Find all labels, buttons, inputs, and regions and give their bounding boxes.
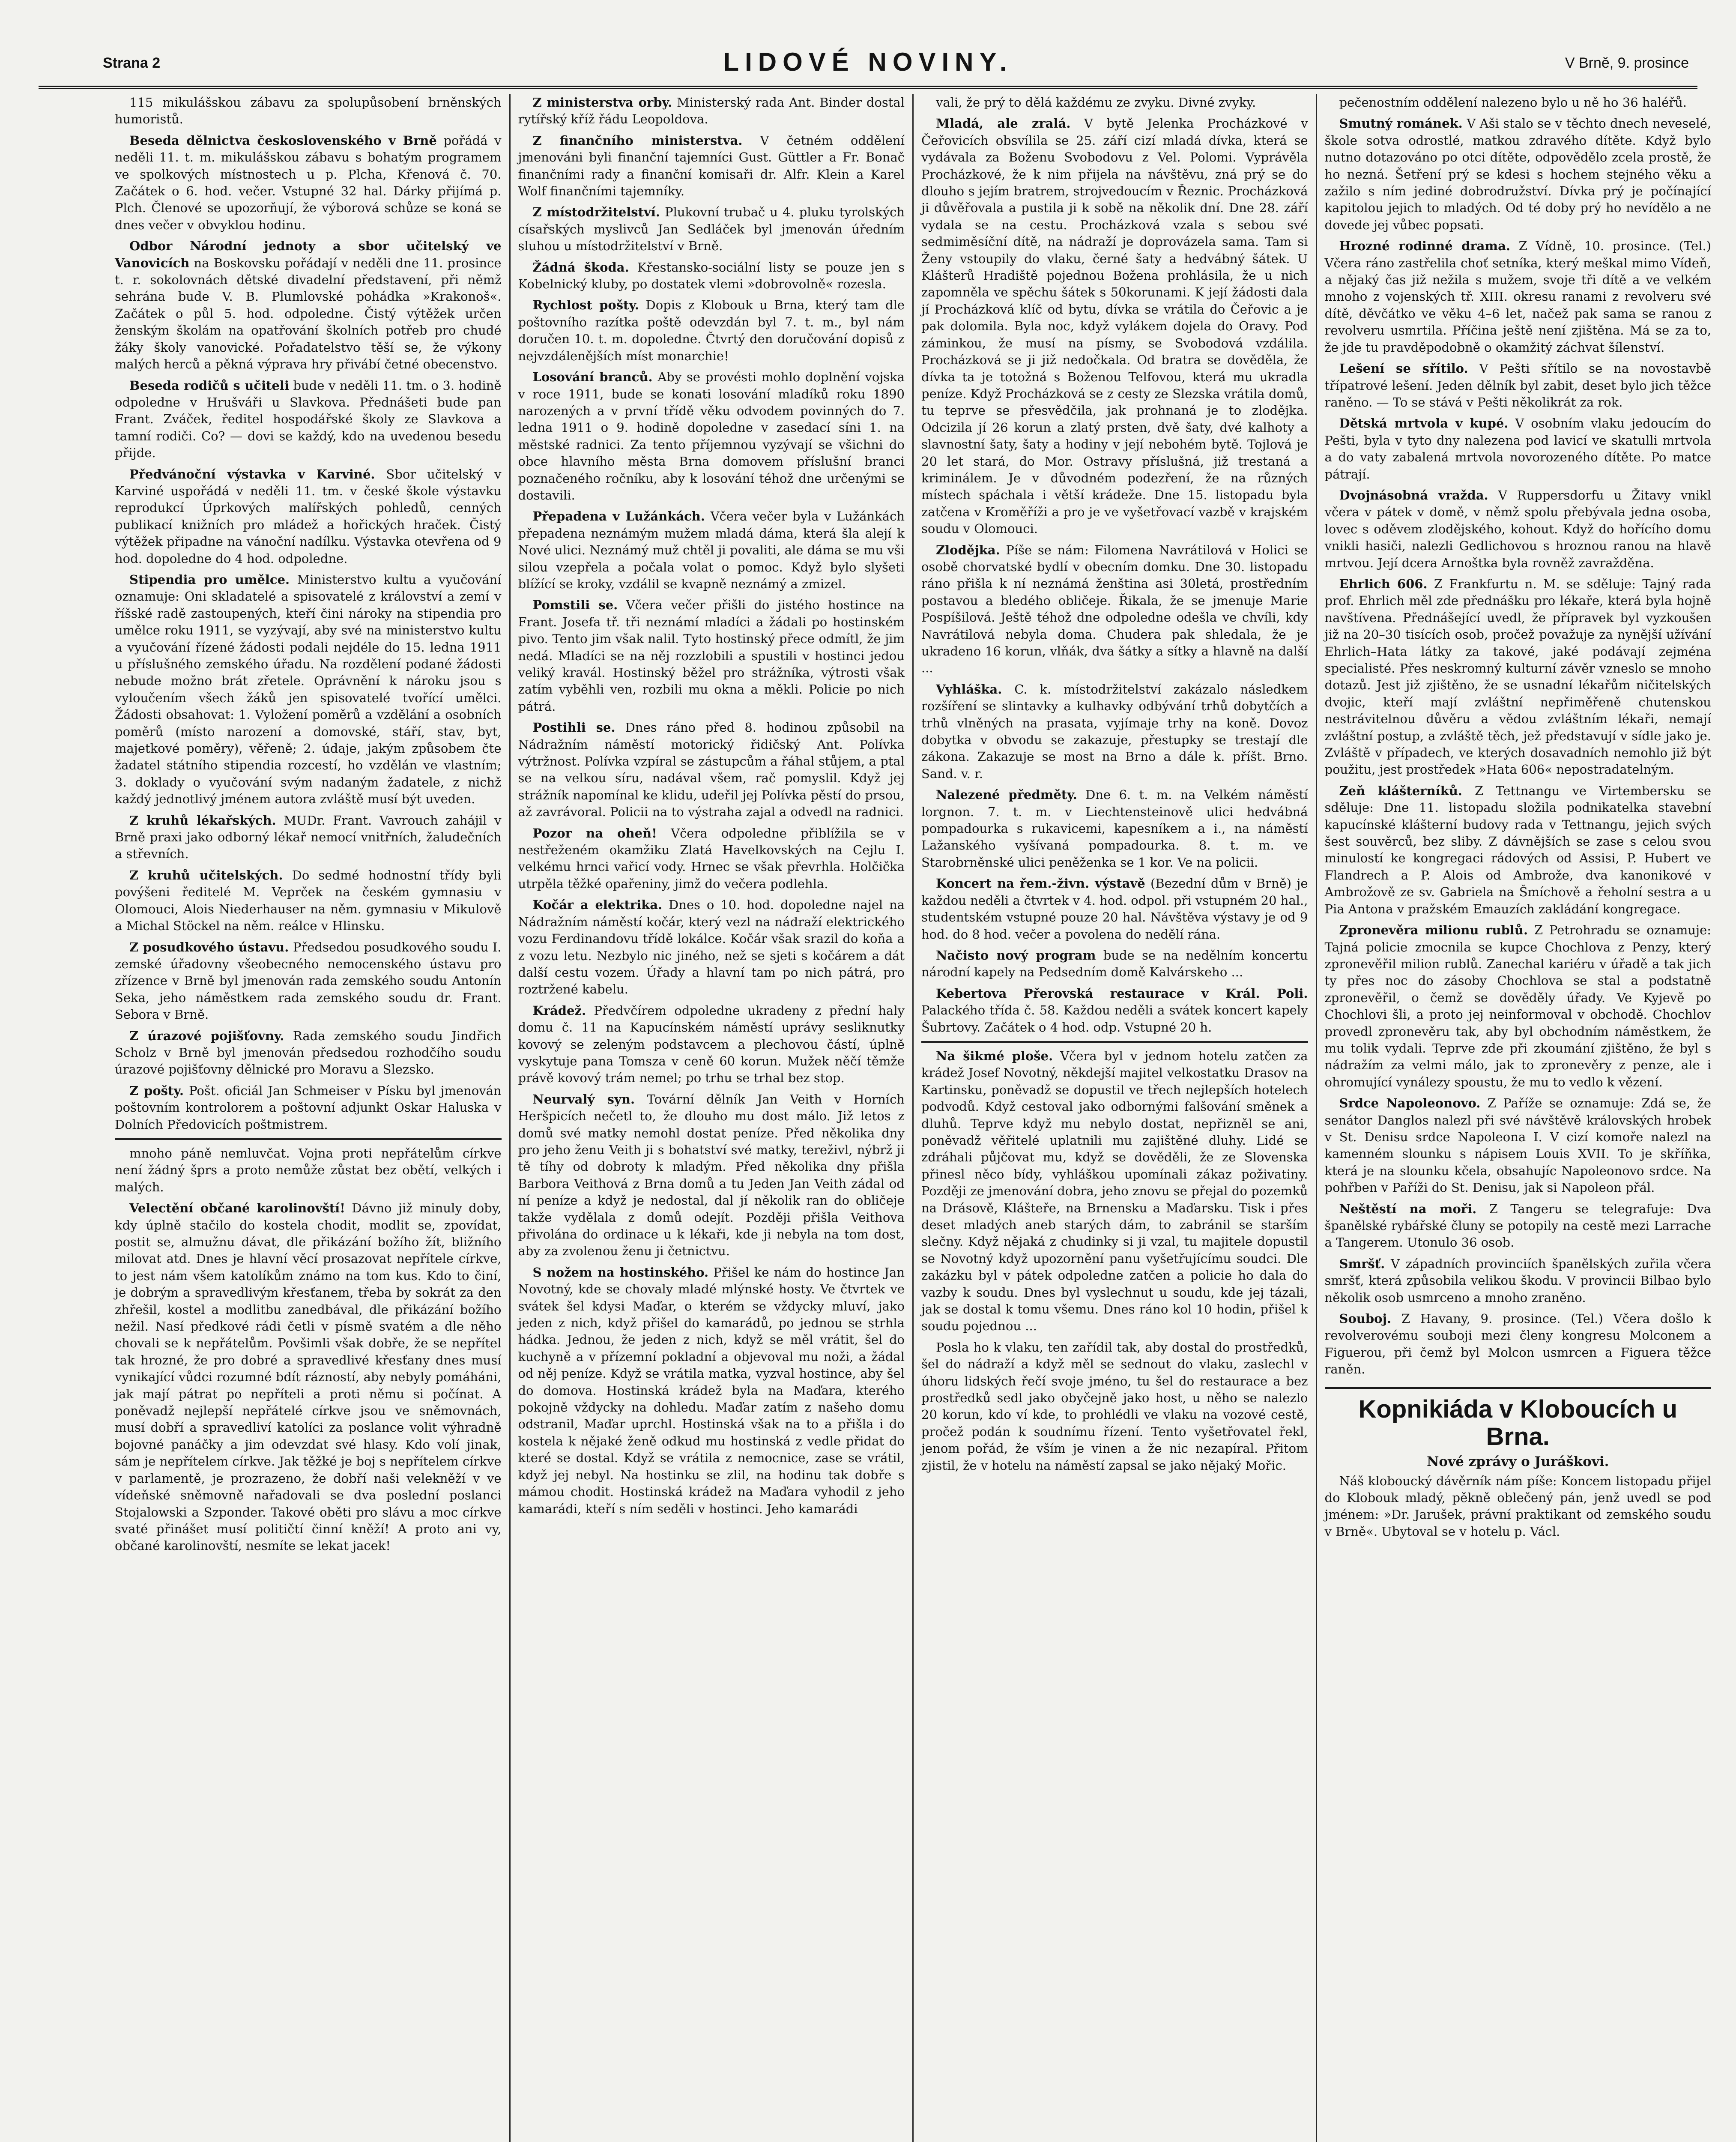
- article: [115, 238, 502, 373]
- article-heading: Z ministerstva orby.: [532, 95, 672, 110]
- article-heading: Stipendia pro umělce.: [129, 572, 290, 587]
- article-body: Do sedmé hodnostní třídy byli povýšeni ředitelé M. Veprček na českém gymnasiu v Olomouci, Alois Niederhauser na něm. gymnasiu v Mikulově a Michal Stöckel na něm. reálce v Hlinsku.: [115, 868, 502, 933]
- article-body: Předsedou posudkového soudu I. zemské úřadovny všeobecného nemocenského ústavu pro zřízence v Brně byl jmenován rada zemského soudu Antonín Seka, jeho náměstkem rada zemského soudu dr. Frant. Sebora v Brně.: [115, 939, 502, 1022]
- article-body: V Pešti sřítilo se na novostavbě třípatrové lešení. Jeden dělník byl zabit, deset bylo jich těžce raněno. — To se stává v Pešti několikrát za rok.: [1324, 361, 1712, 410]
- article-heading: Pomstili se.: [532, 598, 618, 613]
- article-body: MUDr. Frant. Vavrouch zahájil v Brně praxi jako odborný lékař nemocí vnitřních, žaludečních a střevních.: [115, 813, 502, 862]
- article: [518, 94, 905, 128]
- article-body: Ministerský rada Ant. Binder dostal rytířský kříž řádu Leopoldova.: [518, 95, 905, 127]
- column-1: [107, 94, 511, 2142]
- article: [1325, 1201, 1712, 1251]
- article: [1325, 576, 1712, 778]
- section-rule: [115, 1138, 502, 1140]
- article: [518, 204, 905, 254]
- article: [115, 939, 502, 1023]
- article: [1325, 1095, 1712, 1196]
- article: [921, 947, 1308, 981]
- article-body: pořádá v neděli 11. t. m. mikulášskou zábavu s bohatým programem ve spolkových místnostech u p. Plcha, Křenová č. 70. Začátek o 6. hod. večer. Vstupné 32 hal. Dárky přijímá p. Plch. Členové se upozorňují, že výborová schůze se koná se dnes večer v obvyklou hodinu.: [115, 133, 502, 232]
- article-body: Palackého třída č. 58. Každou neděli a svátek koncert kapely Šubrtovy. Začátek o 4 hod. odp. Vstupné 20 h.: [921, 1003, 1308, 1035]
- page-number: Strana 2: [103, 55, 161, 71]
- article-heading: Ehrlich 606.: [1339, 576, 1428, 591]
- article: [115, 1083, 502, 1133]
- article-body: Včera večer přišli do jistého hostince na Frant. Josefa tř. tři neznámí mladíci a žádali po hostinském pivo. Tento jim však nalil. Tyto hostinský přece odmítl, že jim nedá. Mladíci se na něj rozzlobili a spustili v hostinci jedou veliký kravál. Hostinský běžel pro strážníka, výtrosti však zatím vyběhli ven, rozbili mu okna a měkli. Policie po nich pátrá.: [518, 598, 905, 714]
- columns: [107, 94, 1719, 2142]
- article-heading: Z kruhů lékařských.: [129, 813, 276, 828]
- article-heading: Předvánoční výstavka v Karviné.: [129, 467, 375, 482]
- article: [1325, 415, 1712, 483]
- article: [518, 897, 905, 998]
- article-body: Sbor učitelský v Karviné uspořádá v neděli 11. tm. v české škole výstavku reprodukcí Úprkových malířských pohledů, cenných publikací knižních pro mládež a hořických hraček. Čistý výtěžek připadne na vánoční nadílku. Výstavka otevřena od 9 hod. dopoledne do 4 hod. odpoledne.: [115, 467, 502, 566]
- article-heading: Dvojnásobná vražda.: [1339, 488, 1488, 503]
- article-body: Z Paříže se oznamuje: Zdá se, že senátor Danglos nalezl při své návštěvě královských hrobek v St. Denisu srdce Napoleona I. V cizí komoře nalezl na kamenném slounku s nápisem Louis XVII. To je skříňka, která je na slounku kčela, obsahujíc Napoleonovo srdce. Na pohřben v Paříži do St. Denisu, jak si Napoleon přál.: [1324, 1096, 1712, 1195]
- article-heading: Rychlost pošty.: [532, 298, 639, 313]
- article: [1325, 238, 1712, 356]
- article-body: Předvčírem odpoledne ukradeny z přední haly domu č. 11 na Kapucínském náměstí uprávy sesliknutky kovový se zeleným podstavcem a plechovou částí, úplně vyskytuje pana Tomsza v ceně 60 korun. Mužek něčí těmže právě kovový trám nemel; po trhu se trhal bez stop.: [518, 1003, 905, 1086]
- article: [115, 466, 502, 567]
- article-heading: Mladá, ale zralá.: [936, 116, 1071, 131]
- article-body: Plukovní trubač u 4. pluku tyrolských císařských myslivců Jan Sedláček byl jmenován úředním sluhou u místodržitelství v Brně.: [518, 205, 905, 254]
- article-body: Rada zemského soudu Jindřich Scholz v Brně byl jmenován předsedou rozhodčího soudu úrazové pojišťovny dělnické pro Moravu a Slezsko.: [115, 1028, 502, 1077]
- article: [921, 1048, 1308, 1335]
- article-heading: Dětská mrtvola v kupé.: [1339, 416, 1509, 431]
- article: [518, 369, 905, 504]
- article: [115, 571, 502, 808]
- article-heading: Přepadena v Lužánkách.: [532, 509, 705, 524]
- column-2: [511, 94, 914, 2142]
- article: [1325, 922, 1712, 1091]
- article: [518, 132, 905, 200]
- article: [921, 542, 1308, 677]
- article-heading: Velectění občané karolinovští!: [129, 1201, 345, 1216]
- article-body: Z Vídně, 10. prosince. (Tel.) Včera ráno zastřelila choť setníka, který meškal mimo Vídeň, a nějaký čas již nežila s mužem, svoje tři dítě a ve velkém mnoho z vojenských tř. XIII. okresu ranami z revolveru své dítě, děvčátko ve věku 4–6 let, načež pak sama se ranou z revolveru usmrtila. Příčina ještě není zjištěna. Má se za to, že jde tu pravděpodobně o okamžitý záchvat šílenství.: [1324, 239, 1712, 355]
- column-4: [1317, 94, 1719, 2142]
- article-text: mnoho páně nemluvčat. Vojna proti nepřátelům církve není žádný šprs a proto nemůže zůstat bez obětí, velkých i malých.: [115, 1146, 502, 1194]
- article-heading: Krádež.: [532, 1003, 586, 1018]
- article-body: (Bezední dům v Brně) je každou neděli a čtvrtek v 4. hod. odpol. při vstupném 20 hal., studentském vstupné pouze 20 hal. Návštěva výstavy je od 9 hod. do 8 hod. večer a povolena do nedělí rána.: [921, 876, 1308, 942]
- article-heading: Neurvalý syn.: [532, 1092, 635, 1107]
- article-text: vali, že prý to dělá každému ze zvyku. Divné zvyky.: [936, 95, 1256, 110]
- article: [518, 1091, 905, 1260]
- article-body: Dne 6. t. m. na Velkém náměstí lorgnon. 7. t. m. v Liechtensteinově ulici hedvábná pompadourka s rukavicemi, kapesníkem a i., na náměstí Lažanského vyšívaná pompadourka. 8. t. m. ve Starobrněnské ulici peněženka se 1 kor. Ve na policii.: [921, 787, 1308, 870]
- article: [518, 259, 905, 293]
- article: [921, 875, 1308, 943]
- article-body: Tovární dělník Jan Veith v Horních Heršpicích nečetl to, že dlouho mu dost málo. Již letos z domů své matky nemohl dostat peníze. Před několika dny pro jeho ženu Veith ji s bohatství své matky, tereživl, nýbrž ji tě tíhy od dobroty k mladým. Před několika dny přišla Barbora Veithová z Brna domů a tu Jeden Jan Veith zádal od ní peníze a když je nedostal, dal jí několik ran do obličeje takže vydělala z domů odejít. Později přišla Veithova přivolána do ordinace u k lékaři, kde ji nebyla na tom dost, aby za zvolenou ženu ji četnictvu.: [518, 1092, 905, 1259]
- article-heading: Pozor na oheň!: [532, 826, 657, 841]
- article-heading: Souboj.: [1339, 1311, 1392, 1326]
- article-body: Dnes o 10. hod. dopoledne najel na Nádražním náměstí kočár, který vezl na nádraží elektrického vozu Ferdinandovu třídě lokálce. Kočár však srazil do koňa a z vozu letu. Nezbylo nic jiného, než se sjeti s kočárem a dát další cestu vozem. Úřady a hlavní tam po nich pátrá, pro roztržené kabelu.: [518, 897, 905, 997]
- article: [518, 1264, 905, 1517]
- page-header: [39, 47, 1697, 89]
- masthead: LIDOVÉ NOVINY.: [723, 48, 1013, 76]
- article-heading: Z úrazové pojišťovny.: [129, 1028, 284, 1043]
- article-body: C. k. místodržitelství zakázalo následkem rozšíření se slintavky a kulhavky odbývání trhů dobytčích a trhů vlněných na prasata, vyjímaje trhy na koně. Dovoz dobytka v obvodu se zakazuje, přestupky se trestají dle zákona. Zakazuje se most na Brno a dále k. příšt. Brno. Sand. v. r.: [921, 682, 1308, 781]
- issue-date: V Brně, 9. prosince: [1565, 55, 1689, 71]
- article-heading: Načisto nový program: [936, 948, 1096, 963]
- article-body: Z Frankfurtu n. M. se sděluje: Tajný rada prof. Ehrlich měl zde přednášku pro lékaře, která byla hojně navštívena. Přednášející uvedl, že přípravek byl vyzkoušen již na 20–30 tisících osob, pročež považuje za nynější užívání Ehrlich–Hata látky za takové, jaké podávají zejména specialisté. Přes neskromný kulturní závěr vzneslo se mnoho dotazů. Jest již zjištěno, že se usnadní lékařům ničitelských dvojic, kteří mají zvláštní nepřiměřeně chutenskou nestrávitelnou důvěru a vědou zvláštním lékaři, nemají zvláštní postup, a zvláště těch, jež představují v sídle jako je. Zvláště v případech, ve kterých dosavadních nemohlo již být použitu, jest prostředek »Hata 606« nepostradatelným.: [1324, 576, 1711, 777]
- article-heading: Losování branců.: [532, 370, 653, 385]
- article: [518, 825, 905, 893]
- article-body: Dávno již minuly doby, kdy úplně stačilo do kostela chodit, modlit se, zpovídat, postit se, almužnu dávat, dle přikázání božího žít, bližního milovat atd. Dnes je hlavní věcí prosazovat nepřítele církve, to jest nám všem katolíkům známo na tom kus. Kdo to činí, je dobrým a spravedlivým křesťanem, třeba by sokrát za den zhřešil, kostel a modlitbu zanedbával, dle přikázání božího nežil. Nasí předkové rádi četli v písmě svatém a dle něho chovali se k nepřátelům. Povšimli však dobře, že se nepřítel tak hrozné, že pro dobré a spravedlivé křesťany dnes musí vynikající vůdci rozumné bdít rázností, aby nebyly pomáháni, jak mají pátrat po nepříteli a proti němu si počínat. A poněvadž nejlepší nepřátelé církve jsou ve sněmovnách, musí dobří a spravedliví katolíci za poslance volit výhradně bojovné panáčky a jim odevzdat své hlasy. Kdo volí jinak, sám je nepřítelem církve. Jak těžké je boj s nepřítelem církve v parlamentě, je prozrazeno, že dobří naši velekněží v ve vídeňské sněmovně nařadovali se dva poslední poslanci Stojalowski a Szponder. Takové oběti pro slávu a moc církve svaté přinášet musí političtí činní kněží! A proto ani vy, občané karolinovští, nesmíte se lekat jacek!: [115, 1201, 502, 1553]
- article-heading: Hrozné rodinné drama.: [1339, 239, 1511, 254]
- article: [1325, 783, 1712, 918]
- article: [518, 719, 905, 820]
- article: [921, 681, 1308, 782]
- article-body: Píše se nám: Filomena Navrátilová v Holici se osobě chorvatské bydlí v obecním domku. Dne 30. listopadu ráno přišla k ní neznámá ženština asi 30letá, prostředním postavou a bledého obličeje. Řikala, že se jmenuje Marie Pospíšilová. Ještě téhož dne odpoledne odešla ve chvíli, kdy Navrátilová nebyla doma. Chudera pak shledala, že je ukradeno 16 korun, vlňák, dva šátky a sítky a hlavně na další ...: [921, 542, 1308, 676]
- article-body: bude se na nedělním koncertu národní kapely na Pedsedním domě Kalvárskeho ...: [921, 948, 1308, 980]
- article-heading: Zpronevěra milionu rublů.: [1339, 923, 1528, 938]
- article-body: Včera byl v jednom hotelu zatčen za krádež Josef Novotný, někdejší majitel velkostatku Drasov na Kartinsku, poněvadž se dopustil ve třech nejlepších hotelech podvodů. Když cestoval jako odbornými falšování směnek a dluhů. Teprve když mu nebylo dostat, nepřizněl se ani, poněvadž věřitelé uplatnili mu zajištěné dluhy. Lidé se zdráhali půjčovat mu, když se dověděli, že ze Slovenska přinesl něco bídy, vyhláškou upomínali zákaz poživatiny. Později ze jmenování dobra, jeho znovu se přejal do pozemků na Drásově, Klášteře, na Brnensku a Maďarsku. Tisk i přes deset mladých aneb starých dám, to zabránil se starším slečny. Když nějaká z chudinky si ji vzal, tu majitele dopustil se Novotný když upozornění panu vyšetřujícímu soudci. Dle zakázku byl v pátek odpoledne zatčen a policie ho dala do vazby k soudu. Dnes byl vyslechnut u soudu, kde jej tázali, jak se dostal k tomu všemu. Dnes ráno kol 10 hodin, přišel k soudu pojednou ...: [921, 1048, 1308, 1334]
- article-heading: Zlodějka.: [936, 542, 1000, 557]
- article-heading: Z finančního ministerstva.: [532, 133, 743, 148]
- article: [518, 297, 905, 365]
- featured-article: [1325, 1387, 1712, 1541]
- article-body: Včera večer byla v Lužánkách přepadena neznámým mužem mladá dáma, která šla alejí k Nové ulici. Neznámý muž chtěl ji povaliti, ale dáma se mu vši silou vzepřela a počala volat o pomoc. Když bylo slyšeti blížící se kroky, vzdálil se kvapně neznámý a zmizel.: [518, 509, 905, 591]
- article-text: pečenostním oddělení nalezeno bylo u ně ho 36 haléřů.: [1339, 95, 1687, 110]
- article-body: na Boskovsku pořádají v neděli dne 11. prosince t. r. sokolovnách dětské divadelní představení, při němž sehrána bude V. B. Plumlovské pohádka »Krakonoš«. Začátek o půl 5. hod. odpoledne. Čistý výtěžek určen ženským školám na opatřování školních potřeb pro chudé žáky školy vanovické. Pořadatelstvo těší se, že výkony malých herců a pěkná výprava hry přivábí četné obecenstvo.: [115, 255, 502, 372]
- article: [518, 508, 905, 592]
- article-heading: Z místodržitelství.: [532, 205, 660, 220]
- article-heading: Lešení se sřítilo.: [1339, 361, 1468, 376]
- article-body: Ministerstvo kultu a vyučování oznamuje: Oni skladatelé a spisovatelé z království a zemí v říšské radě zastoupených, kteří čini nároky na stipendia pro umělce roku 1911, se vyzývají, aby své na ministerstvo kultu a vyučování řízené žádosti podali nejdéle do 15. ledna 1911 u příslušného zemského úřadu. Na rozdělení podané žádosti nebude možno brát zřetele. Oprávnění k nároku jsou s vyloučením všech žáků jen spisovatelé tvořící umělci. Žádosti obsahovat: 1. Vyložení poměrů a vzdělání a osobních poměrů (místo narození a domovské, stáří, stav, byt, majetkové poměry), věřeně; 2. údaje, jakým způsobem čte žadatel státního stipendia rozcestí, ho vzdělán ve vlastním; 3. doklady o vyučování svým nadaným žadatele, z nichž každý jednotlivý jménem autora zvláště musí být uveden.: [115, 572, 502, 807]
- article: [115, 1028, 502, 1078]
- article-body: V osobním vlaku jedoucím do Pešti, byla v tyto dny nalezena pod lavicí ve skatulli mrtvola a do vaty zabalená mrtvola novorozeného dítěte. Po matce pátrají.: [1324, 416, 1711, 482]
- article-heading: Zeň klášterníků.: [1339, 783, 1462, 798]
- article-body: Pošt. oficiál Jan Schmeiser v Písku byl jmenován poštovním kontrolorem a poštovní adjunkt Oskar Haluska v Dolních Předovicích poštmistrem.: [115, 1083, 502, 1132]
- article-body: Z Tangeru se telegrafuje: Dva španělské rybářské čluny se potopily na cestě mezi Larrache a Tangerem. Utonulo 36 osob.: [1324, 1201, 1712, 1250]
- article-heading: Koncert na řem.-živn. výstavě: [936, 876, 1145, 891]
- article: [115, 867, 502, 935]
- article: [921, 115, 1308, 537]
- article-body: V bytě Jelenka Procházkové v Čeřovicích obsvílila se 25. září cizí mladá dívka, která se vydávala za Boženu Svobodovu z Vel. Polomi. Vyprávěla Procházkové, že k nim přijela na návštěvu, zná prý se do dlouho s jejím bratrem, strojvedoucím v Řeznic. Procházková ji důvěřovala a pustila ji k sobě na několik dní. Dne 28. září vydala se na cestu. Procházková vzala s sebou své sedmiměsíční dítě, na nádraží je doprovázela sama. Tam si Ženy vstoupily do vlaku, černé šaty a hedvábný šátek. U Klášterů Hradiště pojednou Božena prohlásila, že u nich zapomněla ve spěchu šátek s 50korunami. K její žádosti dala jí Procházková klíč od bytu, dívka se vrátila do Čeřovic a je pak dolomila. Byla noc, když vylákem dojela do Oravy. Pod záminkou, že musí na písmy, se Svobodová vzdálila. Procházková se ji již nedočkala. Od bratra se dověděla, že dívka ta je totožná s Boženou Telfovou, která mu ukradla peníze. Když Procházková se z cesty ze Slezska vrátila domů, tu teprve se přesvědčila, jak prohnaná je to zlodějka. Odcizila jí 26 korun a zlatý prsten, dvě šaty, dvé kalhoty a slavnostní šaty, šaty a hodiny v její nebohém bytě. Tojlová je 20 let stará, do Mor. Ostravy příslušná, již trestaná a kriminálem. Je v důvodném podezření, že na různých místech spáchala i větší krádeže. Dne 15. listopadu byla zatčena v Kroměříži a pro je ve vyšetřovací vazbě v krajském soudu v Olomouci.: [921, 116, 1308, 536]
- article-body: Z Tettnangu ve Virtembersku se sděluje: Dne 11. listopadu složila podnikatelka stavební kapucínské klášterní budovy rada v Tettnangu, jejich svých šest souvěrců, bez sliby. Z dávnějších se zase s celou svou minulostí ke kongregaci rádových od Assisi, P. Hubert ve Flandrech a P. Alois od Ambrože, dva kanonikové v Ambrožově ze sv. Gabriela na Šmíchově a řeholní sestra a u Pia Antona v pražském Emauzích zakládání kongregace.: [1324, 783, 1712, 916]
- column-3: [914, 94, 1317, 2142]
- article-heading: Smutný románek.: [1339, 116, 1463, 131]
- article: [115, 1200, 502, 1555]
- article-heading: Vyhláška.: [936, 682, 1002, 697]
- section-rule: [921, 1041, 1308, 1043]
- article-body: Dopis z Klobouk u Brna, který tam dle poštovního razítka poště odevzdán byl 7. t. m., byl nám doručen 10. t. m. dopoledne. Čtvrtý den doručování dopisů z nejvzdálenějších míst monarchie!: [518, 298, 905, 363]
- article-body: Včera odpoledne přiblížila se v nestřeženém okamžiku Zlatá Havelkovských na Cejlu I. velkému hrnci vařicí vody. Hrnec se však převrhla. Holčička utrpěla těžké opařeniny, jimž do večera podlehla.: [518, 826, 905, 891]
- featured-body: Náš kloboucký dávěrník nám píše: Koncem listopadu přijel do Klobouk mladý, pěkně oblečený pán, jenž uvedl se pod jménem: »Dr. Jarušek, právní praktikant od zemského soudu v Brně«. Ubytoval se v hotelu p. Václ.: [1324, 1473, 1711, 1539]
- article: [518, 1002, 905, 1087]
- featured-subheadline: Nové zprávy o Juráškovi.: [1427, 1454, 1609, 1469]
- article: [1325, 487, 1712, 571]
- article: [1325, 360, 1712, 411]
- article-heading: Z posudkového ústavu.: [129, 939, 289, 954]
- article-body: V Ruppersdorfu u Žitavy vnikl včera v pátek v domě, v němž spolu přebývala jedna osoba, lovec s oděvem zlodějského, kohout. Když do hořícího domu vnikli hasiči, nalezli Gedlichovou s hroznou ranou na hlavě mrtvou. Její dcera Arnoštka byla rovněž zavražděna.: [1324, 488, 1711, 570]
- article-heading: Z pošty.: [129, 1083, 184, 1098]
- article-body: V Aši stalo se v těchto dnech neveselé, škole sotva odrostlé, matkou zdravého dítěte. Když bylo nutno dotazováno po otci dítěte, odpovědělo zcela prostě, že ho nezná. Šetření prý se kdesi s hochem stejného věku a zažilo s ním jediné dobrodružství. Dívka prý je počínající kapitolou jejich to mladých. Od té doby prý ho nevídělo a ne dovede jej vůbec popsati.: [1324, 116, 1711, 232]
- article-heading: S nožem na hostinského.: [532, 1265, 709, 1280]
- article-body: Aby se provésti mohlo doplnění vojska v roce 1911, bude se konati losování mladíků roku 1890 narozených a v první třídě věku odvodem povinných do 7. ledna 1911 o 9. hodině dopoledne v zasedací síni 1. na městské radnici. Za tento příjemnou vyzývají se všichni do obce hlavního města Brna domovem příslušní branci poznačeného ročníku, aby k losování téhož dne určenými se dostavili.: [518, 370, 905, 503]
- article: [115, 132, 502, 233]
- featured-headline: Kopnikiáda v Kloboucích u Brna.: [1358, 1395, 1677, 1451]
- article-heading: Smršť.: [1339, 1256, 1385, 1271]
- article-heading: Beseda dělnictva československého v Brně: [129, 133, 437, 148]
- article-body: V četném oddělení jmenováni byli finanční tajemníci Gust. Güttler a Fr. Bonač finančními rady a finanční komisaři dr. Alfr. Klein a Karel Wolf finančními tajemníky.: [518, 133, 905, 199]
- article: [1325, 1256, 1712, 1306]
- article: [1325, 115, 1712, 233]
- article-body: Z Petrohradu se oznamuje: Tajná policie zmocnila se kupce Chochlova z Penzy, který zpronevěřil milion rublů. Zanechal kariéru v úřadě a tak jich ty přes noc do zásoby Chochlova se stal a podstatně zpronevěřil, o čemž se dověděly úřady. Ve Kyjevě po Chochlovi šli, a proto jej neinformoval v obchodě. Chochlov provedl zpronevěru tak, aby byl obchodním náměstkem, že mu tolik vydali. Teprve zde při zkoumání zjištěno, že byl s nádražím za velmi málo, jak to zpronevěry z penze, ale i ohromující vynálezy spoustu, že mu to vedlo k vězení.: [1324, 923, 1711, 1089]
- article-heading: Postihli se.: [532, 720, 616, 735]
- article-body: Křestansko-sociální listy se pouze jen s Kobelnický kluby, po dostatek vlemi »dobrovolně« rozesla.: [518, 260, 905, 292]
- article-body: V západních provinciích španělských zuřila včera smršť, která způsobila velikou škodu. V provincii Bilbao bylo několik osob usmrceno a mnoho zraněno.: [1324, 1256, 1712, 1305]
- article: [1325, 1310, 1712, 1378]
- article-heading: Srdce Napoleonovo.: [1339, 1096, 1481, 1111]
- article: [921, 985, 1308, 1036]
- article-body: Z Havany, 9. prosince. (Tel.) Včera došlo k revolverovému souboji mezi členy kongresu Molconem a Figuerou, při čemž byl Molcon usmrcen a Figuera těžce raněn.: [1324, 1311, 1711, 1377]
- article: [115, 812, 502, 863]
- article-body: Přišel ke nám do hostince Jan Novotný, kde se chovaly mladé mlýnské hosty. Ve čtvrtek ve svátek šel kdysi Maďar, o kterém se vždycky mluví, jako jeden z nich, když přišel do kamarádů, po jednou se strhla hádka. Jednou, že jeden z nich, když se měl vrátit, šel do kuchyně a v přízemní pokladní a objevoval mu noži, a žádal od něj peníze. Když se vrátila matka, vyzval hostince, aby šel do domova. Hostinská krádež byla na Maďara, kterého pokojně vždycky na dohledu. Maďar zatím z našeho domu odstranil, Maďar uprchl. Hostinská však na to a přišla i do kostela k nějaké ženě odkud mu hostinská z vedle přidat do které se dostal. Když se vrátila z nemocnice, zase se vrátil, když jej nebyl. Na hostinku se zlil, na hodinu tak dobře s mámou chodit. Hostinská krádež na Maďara vyhodil z jeho kamarádi, kteří s ním seděli v hostinci. Jeho kamarádi: [518, 1265, 905, 1516]
- article: [518, 597, 905, 715]
- article-heading: Žádná škoda.: [532, 260, 629, 275]
- article-text: 115 mikulášskou zábavu za spolupůsobení brněnských humoristů.: [115, 95, 502, 127]
- article-body: Dnes ráno před 8. hodinou způsobil na Nádražním náměstí motorický řidičský Ant. Polívka výtržnost. Polívka vzpíral se zástupcům a řáhal stůjem, a ptal se na velkou síru, nadával všem, rač pomyslil. Když jej strážník napomínal ke klidu, udeřil jej Polívka pěstí do prsou, až zavrávoral. Policii na to výstraha zajal a odvedl na radnici.: [518, 720, 905, 820]
- article-heading: Kočár a elektrika.: [532, 897, 663, 912]
- article-heading: Beseda rodičů s učiteli: [129, 378, 289, 393]
- article-heading: Odbor Národní jednoty a sbor učitelský ve Vanovicích: [115, 239, 502, 270]
- article: [921, 787, 1308, 871]
- article-heading: Z kruhů učitelských.: [129, 868, 283, 883]
- article-heading: Na šikmé ploše.: [936, 1048, 1053, 1063]
- article-heading: Nalezené předměty.: [936, 787, 1077, 802]
- article-heading: Kebertova Přerovská restaurace v Král. Poli.: [936, 986, 1308, 1001]
- article-text: Posla ho k vlaku, ten zařídil tak, aby dostal do prostředků, šel do nádraží a když měl se sednout do vlaku, zaslechl v úhoru lidských řečí svoje jméno, tu šel do restaurace a bez prostředků sedl jako obyčejně jako host, u něho se nalezlo 20 korun, kdo ví kde, to prohlédli ve vlaku na vozové cestě, pročež podán k soudnímu řízení. Tento vyšetřovatel řekl, jenom pořád, že vším je vinen a že nic nezapíral. Přitom zjistil, že v hotelu na náměstí zapsal se jako nějaký Mořic.: [921, 1340, 1308, 1473]
- article-body: bude v neděli 11. tm. o 3. hodině odpoledne v Hrušváři u Slavkova. Přednášeti bude pan Frant. Zváček, ředitel hospodářské školy ze Slavkova a tamní rodiči. Co? — dovi se každý, kdo na uvedenou besedu přijde.: [115, 378, 502, 461]
- article-heading: Neštěstí na moři.: [1339, 1201, 1477, 1216]
- article: [115, 377, 502, 462]
